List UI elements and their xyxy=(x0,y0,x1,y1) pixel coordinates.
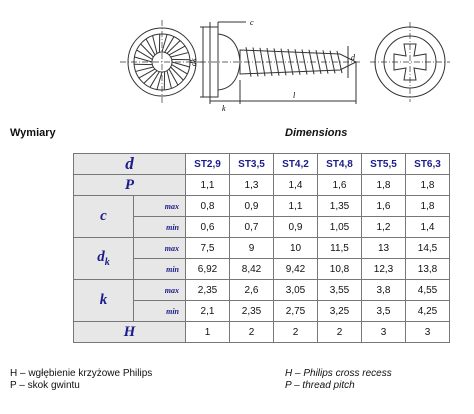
column-header: ST4,8 xyxy=(318,154,362,175)
table-cell: 0,7 xyxy=(230,217,274,238)
table-cell: 1 xyxy=(186,322,230,343)
table-row-k-max xyxy=(74,280,450,301)
column-header: ST5,5 xyxy=(362,154,406,175)
legend-line: H – Philips cross recess xyxy=(285,368,392,379)
table-cell: 2,75 xyxy=(274,301,318,322)
rosette-rib xyxy=(136,67,154,71)
table-cell: 8,42 xyxy=(230,259,274,280)
min-label: min xyxy=(134,301,186,322)
max-label: max xyxy=(134,280,186,301)
rosette-rib xyxy=(171,53,189,57)
table-cell: 0,6 xyxy=(186,217,230,238)
dimensions-table xyxy=(73,153,450,343)
table-cell: 2,35 xyxy=(186,280,230,301)
table-row-p xyxy=(74,175,450,196)
row-symbol-dk xyxy=(74,238,134,280)
table-cell: 14,5 xyxy=(406,238,450,259)
row-symbol-k: k xyxy=(74,280,134,322)
dk-symbol-main: d xyxy=(97,249,105,265)
table-cell: 10 xyxy=(274,238,318,259)
table-cell: 2,1 xyxy=(186,301,230,322)
row-symbol-h: H xyxy=(74,322,186,343)
row-symbol-c: c xyxy=(74,196,134,238)
table-cell: 4,55 xyxy=(406,280,450,301)
table-cell: 3 xyxy=(406,322,450,343)
table-cell: 3,05 xyxy=(274,280,318,301)
table-cell: 1,2 xyxy=(362,217,406,238)
section-label-pl: Wymiary xyxy=(10,127,56,139)
dim-dk-label: dk xyxy=(189,58,198,66)
table-cell: 1,8 xyxy=(362,175,406,196)
dim-k-label: k xyxy=(222,104,226,113)
screw-technical-drawing xyxy=(0,0,474,122)
rosette-rib xyxy=(167,41,180,54)
table-cell: 13 xyxy=(362,238,406,259)
min-label: min xyxy=(134,217,186,238)
table-cell: 3,5 xyxy=(362,301,406,322)
max-label: max xyxy=(134,238,186,259)
table-cell: 6,92 xyxy=(186,259,230,280)
table-cell: 4,25 xyxy=(406,301,450,322)
table-cell: 0,9 xyxy=(274,217,318,238)
legend-english xyxy=(285,368,392,392)
table-cell: 1,3 xyxy=(230,175,274,196)
legend-line: H – wgłębienie krzyżowe Philips xyxy=(10,368,153,379)
dim-c-label: c xyxy=(250,18,254,27)
column-header: ST4,2 xyxy=(274,154,318,175)
table-row-d xyxy=(74,154,450,175)
column-header: ST2,9 xyxy=(186,154,230,175)
column-header: ST3,5 xyxy=(230,154,274,175)
table-cell: 3,55 xyxy=(318,280,362,301)
table-cell: 9,42 xyxy=(274,259,318,280)
table-cell: 10,8 xyxy=(318,259,362,280)
table-cell: 1,35 xyxy=(318,196,362,217)
table-cell: 2 xyxy=(318,322,362,343)
philips-head-view xyxy=(370,22,450,102)
rosette-rib xyxy=(167,71,171,89)
max-label: max xyxy=(134,196,186,217)
table-cell: 1,4 xyxy=(274,175,318,196)
table-cell: 9 xyxy=(230,238,274,259)
table-cell: 13,8 xyxy=(406,259,450,280)
table-cell: 1,6 xyxy=(362,196,406,217)
table-cell: 1,8 xyxy=(406,175,450,196)
table-cell: 0,9 xyxy=(230,196,274,217)
row-symbol-d: d xyxy=(74,154,186,175)
rosette-rib xyxy=(141,44,154,57)
table-cell: 1,4 xyxy=(406,217,450,238)
dim-l-label: l xyxy=(293,91,296,100)
table-cell: 2,6 xyxy=(230,280,274,301)
table-cell: 12,3 xyxy=(362,259,406,280)
table-cell: 1,1 xyxy=(274,196,318,217)
table-cell: 7,5 xyxy=(186,238,230,259)
table-cell: 2 xyxy=(274,322,318,343)
table-cell: 3,8 xyxy=(362,280,406,301)
rosette-rib xyxy=(153,36,157,54)
column-header: ST6,3 xyxy=(406,154,450,175)
rosette-rib xyxy=(171,67,184,80)
table-cell: 1,05 xyxy=(318,217,362,238)
table-cell: 3 xyxy=(362,322,406,343)
table-cell: 1,6 xyxy=(318,175,362,196)
table-cell: 1,1 xyxy=(186,175,230,196)
legend-line: P – thread pitch xyxy=(285,380,355,391)
table-cell: 3,25 xyxy=(318,301,362,322)
table-cell: 2,35 xyxy=(230,301,274,322)
table-row-dk-max xyxy=(74,238,450,259)
min-label: min xyxy=(134,259,186,280)
dk-symbol-sub: k xyxy=(104,257,110,268)
screw-side-view xyxy=(200,22,362,104)
section-label-en: Dimensions xyxy=(285,127,348,139)
table-cell: 0,8 xyxy=(186,196,230,217)
dim-d-label: d xyxy=(351,53,355,62)
legend-polish xyxy=(10,368,152,392)
table-cell: 2 xyxy=(230,322,274,343)
legend-line: P – skok gwintu xyxy=(10,380,80,391)
table-cell: 11,5 xyxy=(318,238,362,259)
rosette-rib xyxy=(144,71,157,84)
table-cell: 1,8 xyxy=(406,196,450,217)
table-row-c-max xyxy=(74,196,450,217)
table-row-h xyxy=(74,322,450,343)
row-symbol-p: P xyxy=(74,175,186,196)
